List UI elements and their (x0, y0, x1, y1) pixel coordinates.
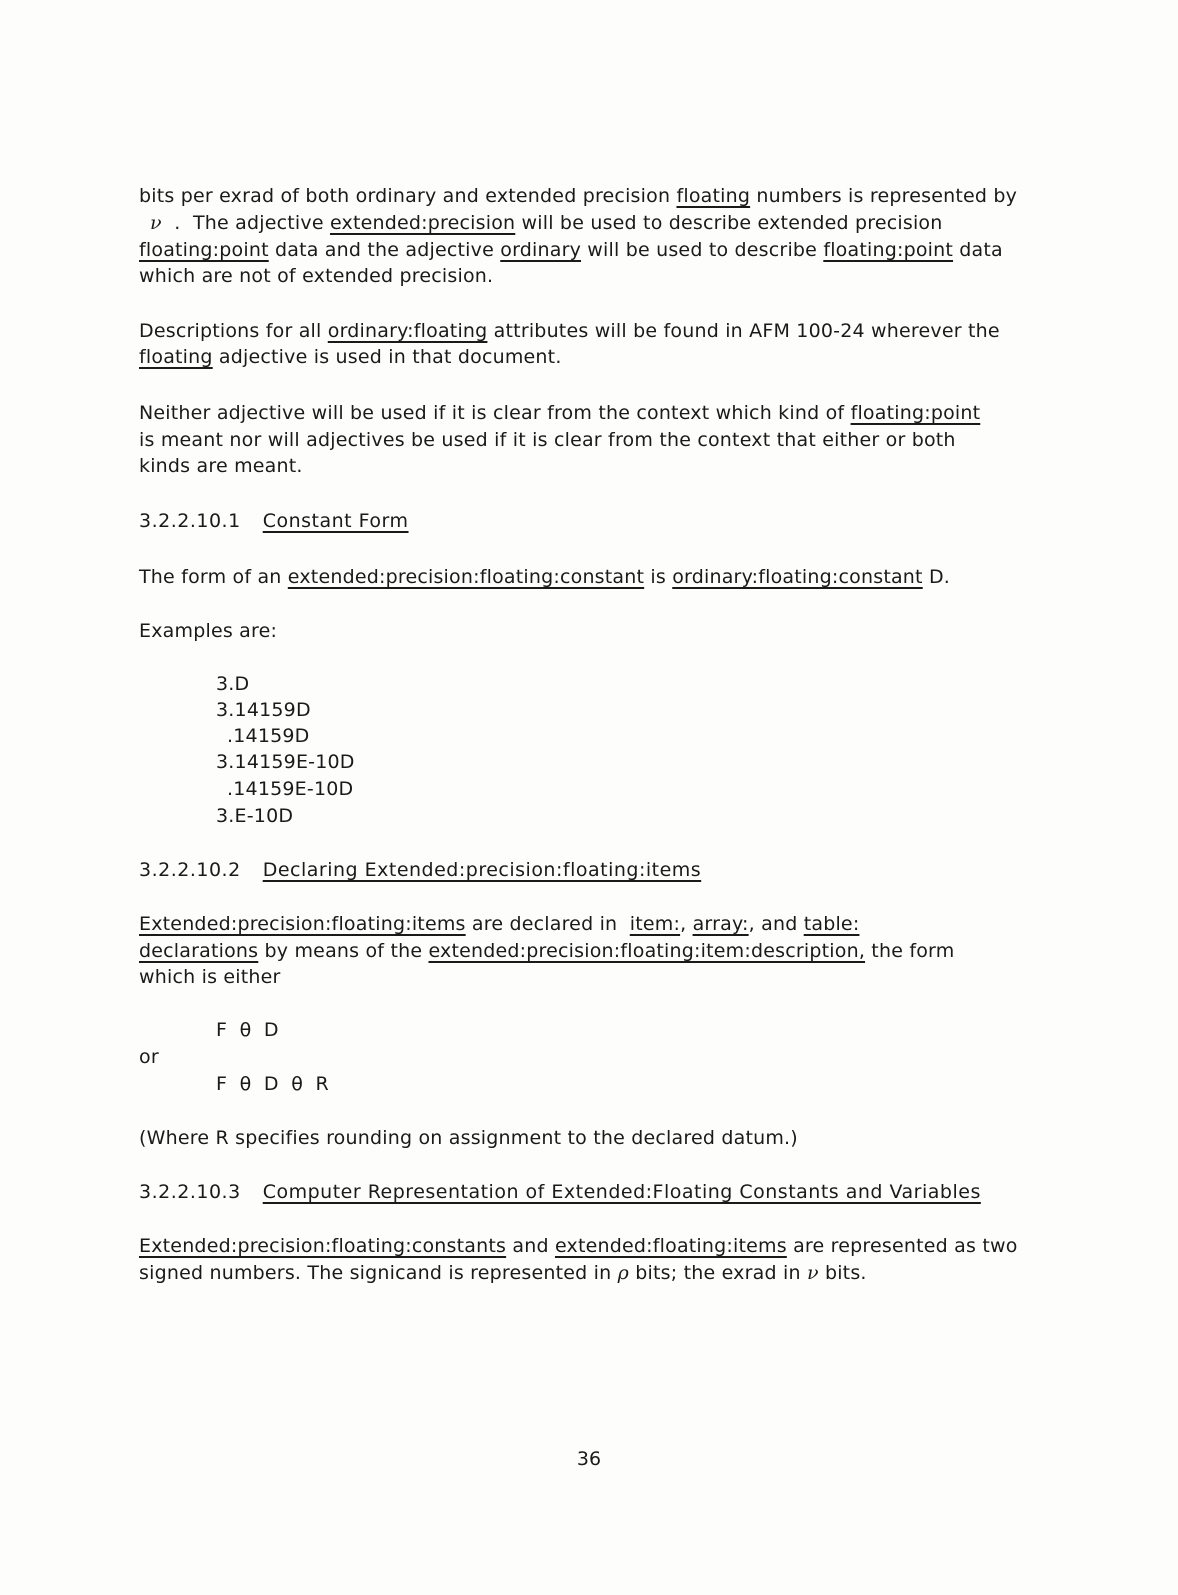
declaration-form-1: F θ D (216, 1019, 279, 1041)
underlined-term: floating:point (850, 402, 981, 424)
para1-line4 (139, 264, 493, 288)
para3-line2 (139, 428, 956, 452)
section-title: Constant Form (262, 510, 409, 532)
underlined-term: ordinary:floating (327, 320, 488, 342)
para7-line1 (139, 1234, 1018, 1258)
para1-line2 (150, 211, 943, 235)
text: and (506, 1235, 555, 1257)
underlined-term: ordinary:floating:constant (672, 566, 923, 588)
example-item: 3.E-10D (216, 805, 294, 827)
section-number: 3.2.2.10.1 (139, 510, 241, 532)
underlined-term: floating (139, 346, 213, 368)
nu-symbol: ν (150, 212, 162, 234)
text: data and the adjective (268, 239, 501, 261)
underlined-term: declarations (139, 940, 259, 962)
para4 (139, 565, 950, 589)
page-number: 36 (576, 1448, 602, 1470)
underlined-term: table: (803, 913, 860, 935)
text: by means of the (258, 940, 429, 962)
or-label: or (139, 1046, 159, 1068)
text: are represented as two (786, 1235, 1018, 1257)
section-number: 3.2.2.10.2 (139, 859, 241, 881)
section-heading-constant-form (139, 509, 409, 533)
declaration-form-2: F θ D θ R (216, 1073, 329, 1095)
text: numbers is represented by (750, 185, 1018, 207)
underlined-term: Extended:precision:floating:items (139, 913, 466, 935)
underlined-term: item: (629, 913, 681, 935)
text: bits. (818, 1262, 867, 1284)
section-heading-declaring (139, 858, 701, 882)
underlined-term: Extended:precision:floating:constants (139, 1235, 507, 1257)
underlined-term: floating:point (139, 239, 269, 261)
text: signed numbers. The signicand is represented in (139, 1262, 618, 1284)
text: are declared in (465, 913, 630, 935)
text: bits per exrad of both ordinary and extended precision (139, 185, 677, 207)
text: data (953, 239, 1003, 261)
text: D. (922, 566, 951, 588)
underlined-term: extended:floating:items (554, 1235, 787, 1257)
text: the form (865, 940, 955, 962)
section-title: Computer Representation of Extended:Floating Constants and Variables (262, 1181, 981, 1203)
text: attributes will be found in AFM 100-24 wherever the (487, 320, 1000, 342)
para3-line3 (139, 454, 303, 478)
para7-line2 (139, 1261, 867, 1285)
text: Descriptions for all (139, 320, 328, 342)
nu-symbol: ν (806, 1262, 819, 1284)
example-item: .14159D (227, 725, 310, 747)
para5-line2 (139, 939, 954, 963)
underlined-term: extended:precision:floating:constant (287, 566, 645, 588)
text: , and (748, 913, 804, 935)
section-heading-computer-representation (139, 1180, 981, 1204)
text: is (644, 566, 673, 588)
section-number: 3.2.2.10.3 (139, 1181, 241, 1203)
underlined-term: extended:precision:floating:item:description, (428, 940, 866, 962)
para3-line1 (139, 401, 980, 425)
underlined-term: ordinary (500, 239, 582, 261)
rho-symbol: ρ (617, 1262, 630, 1284)
text: which are not of extended precision. (139, 265, 494, 287)
example-item: 3.D (216, 673, 250, 695)
para5-line1 (139, 912, 859, 936)
para1-line1 (139, 184, 1017, 208)
underlined-term: floating:point (823, 239, 954, 261)
text: adjective is used in that document. (212, 346, 562, 368)
underlined-term: floating (676, 185, 751, 207)
text: bits; the exrad in (629, 1262, 807, 1284)
text: which is either (139, 966, 281, 988)
text: will be used to describe extended precision (515, 212, 943, 234)
text: , (680, 913, 693, 935)
underlined-term: extended:precision (329, 212, 516, 234)
example-item: .14159E-10D (227, 778, 354, 800)
example-item: 3.14159D (216, 699, 311, 721)
examples-label: Examples are: (139, 620, 278, 642)
section-title: Declaring Extended:precision:floating:items (262, 859, 702, 881)
para1-line3 (139, 238, 1003, 262)
para2-line2 (139, 345, 562, 369)
text: The form of an (139, 566, 288, 588)
text: is meant nor will adjectives be used if it is clear from the context that either or both (139, 429, 956, 451)
text: will be used to describe (581, 239, 824, 261)
text: Neither adjective will be used if it is clear from the context which kind of (139, 402, 851, 424)
para5-line3 (139, 965, 281, 989)
para2-line1 (139, 319, 1000, 343)
text: . The adjective (161, 212, 330, 234)
para6: (Where R specifies rounding on assignment to the declared datum.) (139, 1127, 798, 1149)
underlined-term: array: (692, 913, 749, 935)
text: kinds are meant. (139, 455, 303, 477)
example-item: 3.14159E-10D (216, 751, 355, 773)
